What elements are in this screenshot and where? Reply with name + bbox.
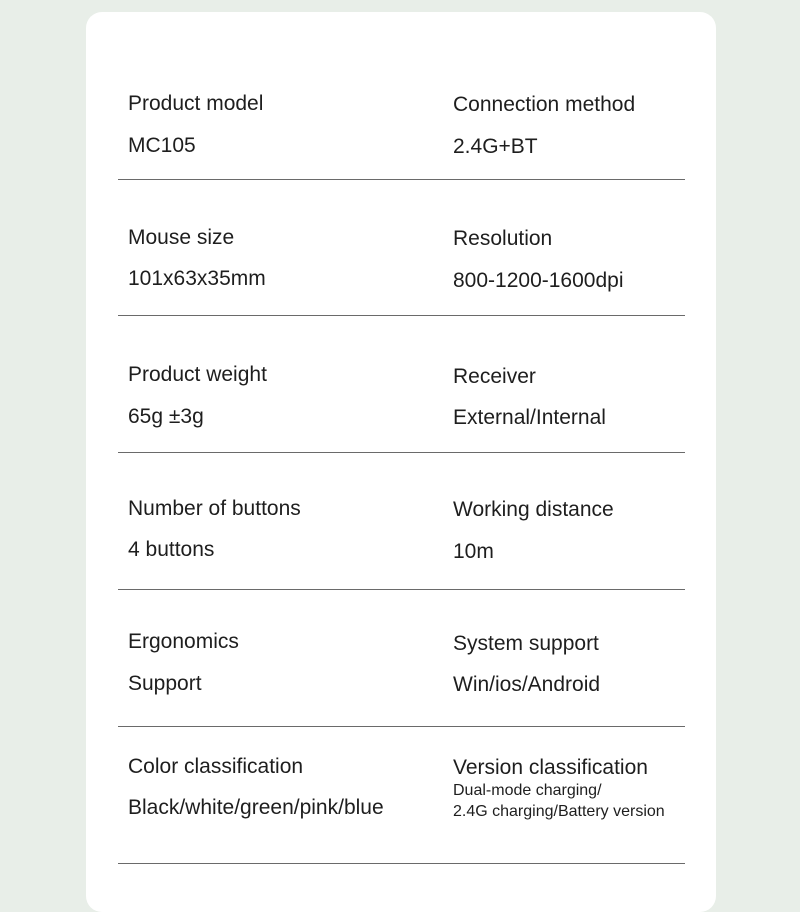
- spec-value: 800-1200-1600dpi: [453, 269, 624, 292]
- spec-label: Product model: [128, 92, 264, 115]
- spec-row-color-classification: [118, 727, 685, 864]
- spec-row-ergonomics: [118, 590, 685, 727]
- spec-value: 2.4G+BT: [453, 135, 538, 158]
- spec-label: Connection method: [453, 93, 636, 116]
- spec-value: External/Internal: [453, 406, 606, 429]
- spec-value: 65g ±3g: [128, 405, 204, 428]
- spec-label: Version classification: [453, 756, 648, 779]
- spec-value: Support: [128, 672, 202, 695]
- spec-label: System support: [453, 632, 599, 655]
- spec-label: Resolution: [453, 227, 553, 250]
- spec-value: Win/ios/Android: [453, 673, 601, 696]
- spec-value-line-2: 2.4G charging/Battery version: [453, 803, 665, 820]
- spec-row-mouse-size: [118, 179, 685, 316]
- spec-value: Black/white/green/pink/blue: [128, 796, 384, 819]
- spec-label: Number of buttons: [128, 497, 301, 520]
- spec-label: Working distance: [453, 498, 614, 521]
- spec-label: Mouse size: [128, 226, 235, 249]
- spec-label: Ergonomics: [128, 630, 239, 653]
- spec-value: 10m: [453, 540, 494, 563]
- spec-label: Receiver: [453, 365, 536, 388]
- spec-label: Product weight: [128, 363, 267, 386]
- spec-value-line-1: Dual-mode charging/: [453, 782, 602, 799]
- spec-value: 4 buttons: [128, 538, 215, 561]
- spec-row-product-weight: [118, 316, 685, 453]
- spec-row-product-model: [118, 80, 685, 180]
- spec-value: MC105: [128, 134, 196, 157]
- spec-row-number-of-buttons: [118, 453, 685, 590]
- spec-value: 101x63x35mm: [128, 267, 266, 290]
- spec-label: Color classification: [128, 755, 304, 778]
